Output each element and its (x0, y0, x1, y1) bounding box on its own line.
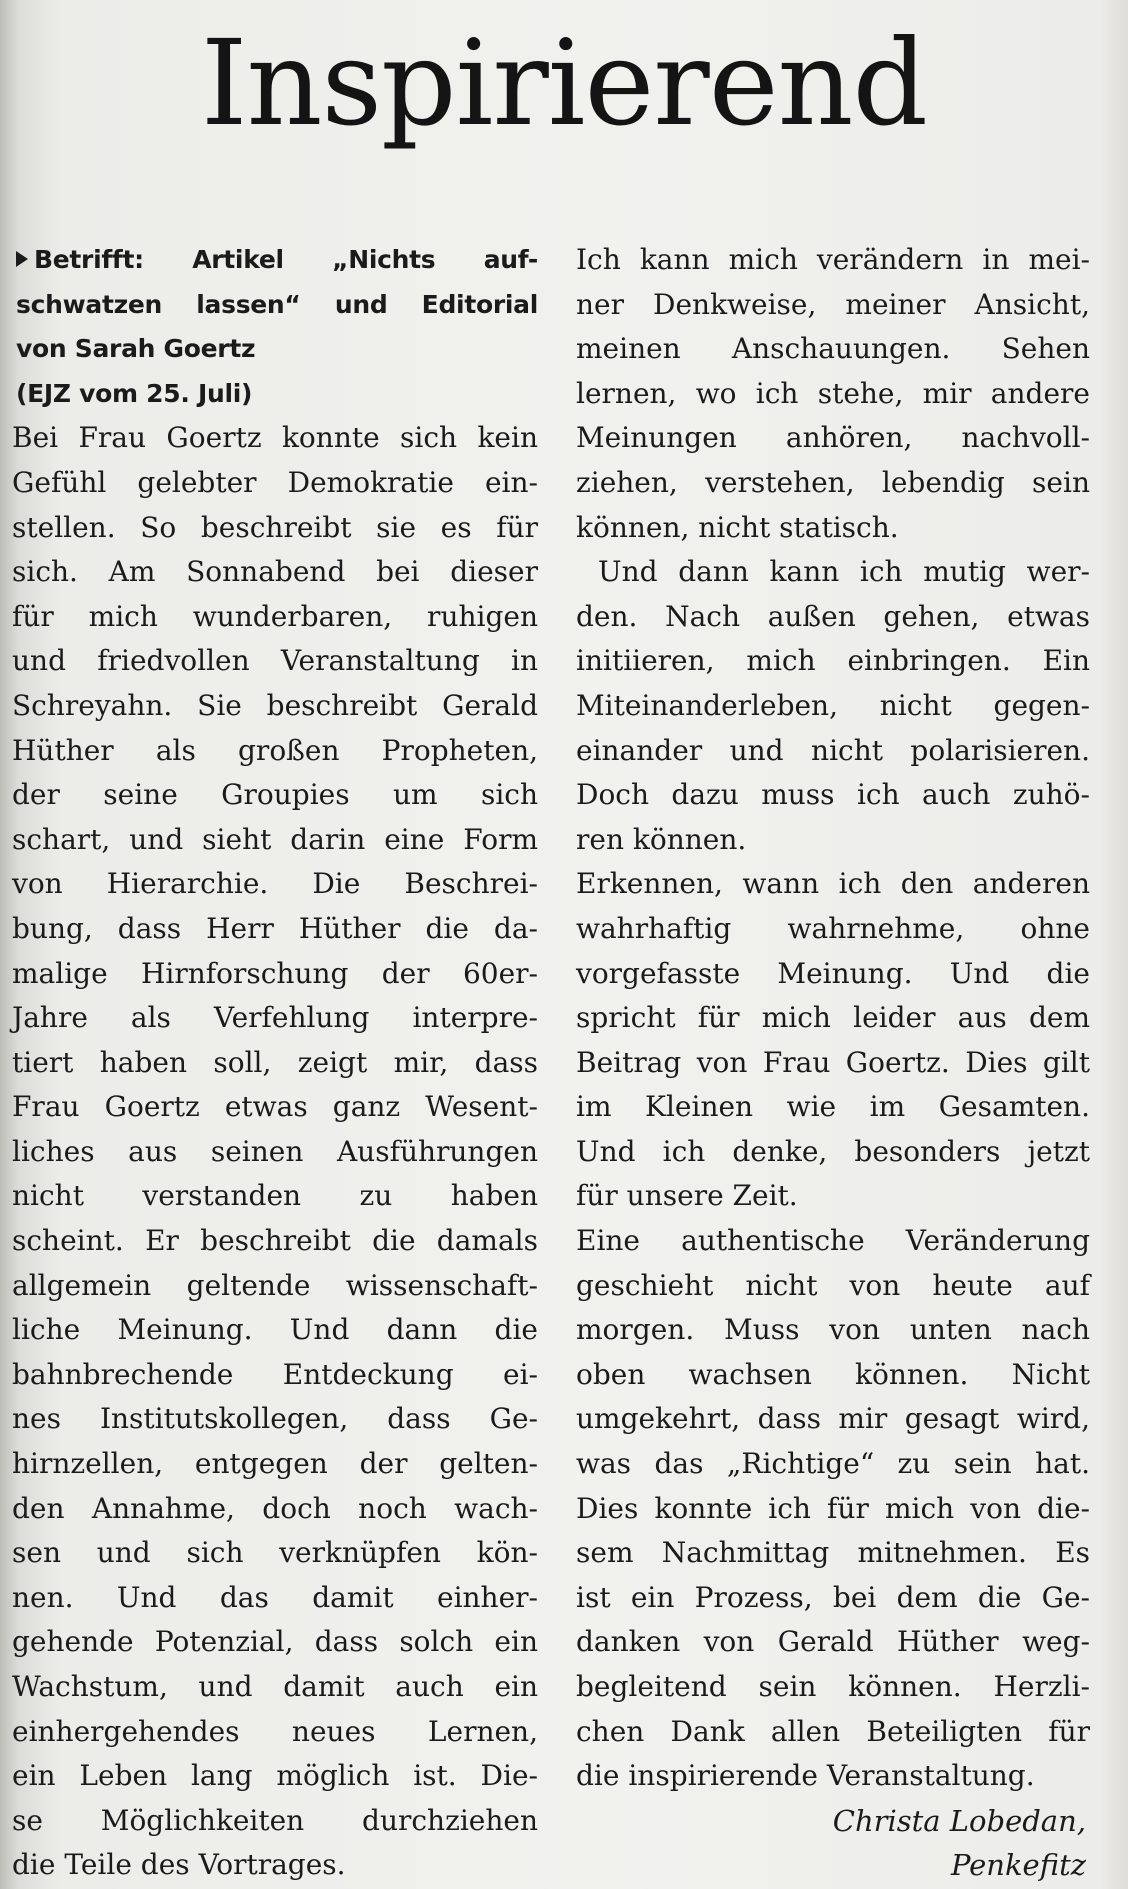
text-line: Schreyahn. Sie beschreibt Gerald (12, 688, 538, 722)
text-line: liches aus seinen Ausführungen (12, 1134, 538, 1168)
text-line: ner Denkweise, meiner Ansicht, (576, 287, 1090, 321)
text-line: vorgefasste Meinung. Und die (576, 956, 1090, 990)
text-line: wahrhaftig wahrnehme, ohne (576, 911, 1090, 945)
text-line: danken von Gerald Hüther weg- (576, 1625, 1090, 1659)
text-line: se Möglichkeiten durchziehen (12, 1803, 538, 1837)
text-line: liche Meinung. Und dann die (12, 1313, 538, 1347)
text-line: von Hierarchie. Die Beschrei- (12, 867, 538, 901)
text-line: sich. Am Sonnabend bei dieser (12, 555, 538, 589)
left-body-text (12, 416, 538, 1888)
text-line: Hüther als großen Propheten, (12, 733, 538, 767)
text-line: sem Nachmittag mitnehmen. Es (576, 1536, 1090, 1570)
text-line: allgemein geltende wissenschaft- (12, 1268, 538, 1302)
left-column (12, 238, 538, 1888)
text-line: im Kleinen wie im Gesamten. (576, 1090, 1090, 1124)
text-line: Miteinanderleben, nicht gegen- (576, 688, 1090, 722)
text-line: spricht für mich leider aus dem (576, 1001, 1090, 1035)
text-line: die Teile des Vortrages. (12, 1848, 346, 1882)
text-line: Wachstum, und damit auch ein (12, 1670, 538, 1703)
text-line: scheint. Er beschreibt die damals (12, 1224, 538, 1258)
paragraph-3 (576, 862, 1090, 1219)
text-line: für mich wunderbaren, ruhigen (12, 599, 538, 633)
text-line: was das „Richtige“ zu sein hat. (576, 1447, 1090, 1481)
text-line: Ich kann mich verändern in mei- (576, 243, 1090, 276)
text-line: begleitend sein können. Herzli- (576, 1670, 1090, 1703)
text-line: ein Leben lang möglich ist. Die- (12, 1759, 538, 1793)
text-line: morgen. Muss von unten nach (576, 1313, 1090, 1347)
text-line: die inspirierende Veranstaltung. (576, 1759, 1035, 1793)
text-line: Und dann kann ich mutig wer- (598, 555, 1090, 589)
text-line: hirnzellen, entgegen der gelten- (12, 1447, 538, 1481)
text-line: Beitrag von Frau Goertz. Dies gilt (576, 1045, 1090, 1079)
text-line: können, nicht statisch. (576, 510, 899, 544)
reference-block (12, 238, 538, 416)
text-line: tiert haben soll, zeigt mir, dass (12, 1045, 538, 1079)
arrow-marker-icon (16, 251, 28, 267)
text-line: der seine Groupies um sich (12, 778, 538, 812)
signature-place: Penkefitz (950, 1848, 1086, 1883)
reference-line: Betrifft: Artikel „Nichts auf- (16, 238, 538, 283)
text-line: ren können. (576, 822, 747, 856)
text-line: nen. Und das damit einher- (12, 1580, 538, 1614)
text-line: meinen Anschauungen. Sehen (576, 332, 1090, 366)
text-line: Dies konnte ich für mich von die- (576, 1491, 1090, 1525)
paragraph-1 (576, 238, 1090, 550)
text-line: initiieren, mich einbringen. Ein (576, 644, 1090, 678)
text-line: Jahre als Verfehlung interpre- (12, 1001, 538, 1035)
text-line: den Annahme, doch noch wach- (12, 1491, 538, 1525)
text-line: Meinungen anhören, nachvoll- (576, 421, 1090, 455)
text-line: lernen, wo ich stehe, mir andere (576, 376, 1090, 410)
text-line: einhergehendes neues Lernen, (12, 1714, 538, 1748)
text-line: Und ich denke, besonders jetzt (576, 1134, 1090, 1168)
text-line: den. Nach außen gehen, etwas (576, 599, 1090, 633)
text-line: schart, und sieht darin eine Form (12, 822, 538, 856)
text-line: Erkennen, wann ich den anderen (576, 867, 1090, 901)
text-line: bahnbrechende Entdeckung ei- (12, 1357, 538, 1391)
text-line: malige Hirnforschung der 60er- (12, 956, 538, 990)
text-line: geschieht nicht von heute auf (576, 1268, 1090, 1302)
signature-name: Christa Lobedan, (832, 1803, 1086, 1838)
text-line: Gefühl gelebter Demokratie ein- (12, 465, 538, 499)
reference-line: (EJZ vom 25. Juli) (16, 378, 253, 408)
text-line: nicht verstanden zu haben (12, 1179, 538, 1213)
reference-line: von Sarah Goertz (16, 334, 256, 364)
text-line: Frau Goertz etwas ganz Wesent- (12, 1090, 538, 1124)
headline: Inspirierend (200, 14, 928, 152)
text-line: und friedvollen Veranstaltung in (12, 644, 538, 678)
text-line: nes Institutskollegen, dass Ge- (12, 1402, 538, 1436)
text-line: stellen. So beschreibt sie es für (12, 510, 538, 544)
reference-line: schwatzen lassen“ und Editorial (16, 289, 538, 319)
text-line: einander und nicht polarisieren. (576, 733, 1090, 767)
right-column (576, 238, 1090, 1888)
text-line: oben wachsen können. Nicht (576, 1357, 1090, 1391)
text-line: sen und sich verknüpfen kön- (12, 1536, 538, 1570)
text-line: bung, dass Herr Hüther die da- (12, 911, 538, 945)
text-line: Bei Frau Goertz konnte sich kein (12, 421, 538, 455)
text-line: für unsere Zeit. (576, 1179, 798, 1213)
text-line: ist ein Prozess, bei dem die Ge- (576, 1580, 1090, 1614)
text-line: chen Dank allen Beteiligten für (576, 1714, 1090, 1748)
text-line: gehende Potenzial, dass solch ein (12, 1625, 538, 1659)
text-line: umgekehrt, dass mir gesagt wird, (576, 1402, 1090, 1436)
text-line: Eine authentische Veränderung (576, 1224, 1090, 1258)
paragraph-4 (576, 1219, 1090, 1799)
text-line: ziehen, verstehen, lebendig sein (576, 465, 1090, 499)
paragraph-2 (576, 550, 1090, 862)
text-line: Doch dazu muss ich auch zuhö- (576, 778, 1090, 812)
